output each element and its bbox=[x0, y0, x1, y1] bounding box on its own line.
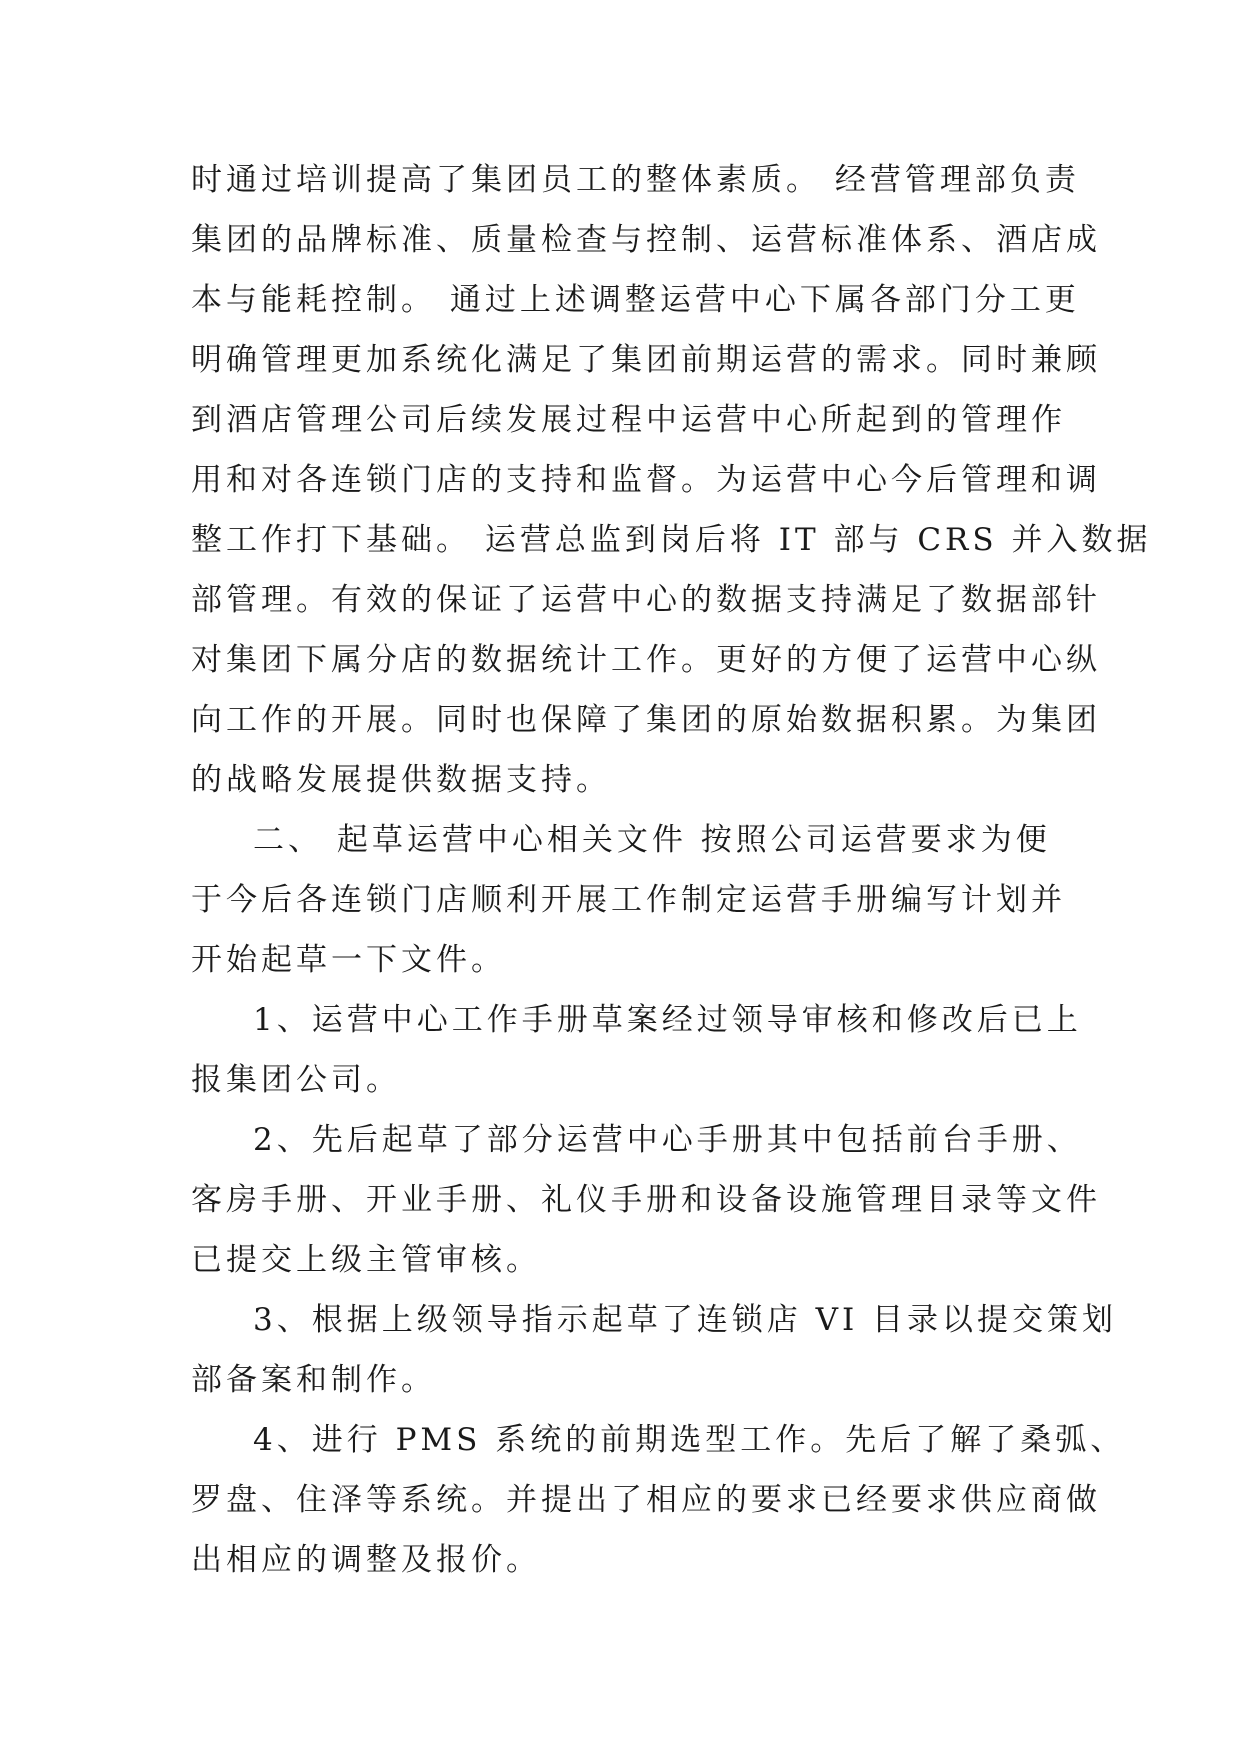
text-line: 开始起草一下文件。 bbox=[191, 942, 506, 978]
text-line: 2、先后起草了部分运营中心手册其中包括前台手册、 bbox=[253, 1122, 1082, 1158]
text-line: 部管理。有效的保证了运营中心的数据支持满足了数据部针 bbox=[191, 582, 1101, 618]
text-line: 部备案和制作。 bbox=[191, 1362, 436, 1398]
text-line: 到酒店管理公司后续发展过程中运营中心所起到的管理作 bbox=[191, 402, 1066, 438]
text-line: 整工作打下基础。 运营总监到岗后将 IT 部与 CRS 并入数据 bbox=[191, 522, 1152, 558]
text-line: 时通过培训提高了集团员工的整体素质。 经营管理部负责 bbox=[191, 162, 1080, 198]
text-line: 报集团公司。 bbox=[191, 1062, 401, 1098]
text-line: 出相应的调整及报价。 bbox=[191, 1542, 541, 1578]
text-line: 明确管理更加系统化满足了集团前期运营的需求。同时兼顾 bbox=[191, 342, 1101, 378]
text-line: 二、 起草运营中心相关文件 按照公司运营要求为便 bbox=[253, 822, 1051, 858]
text-line: 已提交上级主管审核。 bbox=[191, 1242, 541, 1278]
text-line: 用和对各连锁门店的支持和监督。为运营中心今后管理和调 bbox=[191, 462, 1101, 498]
text-line: 于今后各连锁门店顺利开展工作制定运营手册编写计划并 bbox=[191, 882, 1066, 918]
text-line: 向工作的开展。同时也保障了集团的原始数据积累。为集团 bbox=[191, 702, 1101, 738]
text-line: 的战略发展提供数据支持。 bbox=[191, 762, 611, 798]
text-line: 集团的品牌标准、质量检查与控制、运营标准体系、酒店成 bbox=[191, 222, 1101, 258]
text-line: 1、运营中心工作手册草案经过领导审核和修改后已上 bbox=[253, 1002, 1082, 1038]
text-line: 4、进行 PMS 系统的前期选型工作。先后了解了桑弧、 bbox=[253, 1422, 1126, 1458]
text-line: 罗盘、住泽等系统。并提出了相应的要求已经要求供应商做 bbox=[191, 1482, 1101, 1518]
text-line: 客房手册、开业手册、礼仪手册和设备设施管理目录等文件 bbox=[191, 1182, 1101, 1218]
text-line: 3、根据上级领导指示起草了连锁店 VI 目录以提交策划 bbox=[253, 1302, 1118, 1338]
text-line: 本与能耗控制。 通过上述调整运营中心下属各部门分工更 bbox=[191, 282, 1080, 318]
document-body bbox=[191, 150, 1152, 1590]
text-line: 对集团下属分店的数据统计工作。更好的方便了运营中心纵 bbox=[191, 642, 1101, 678]
